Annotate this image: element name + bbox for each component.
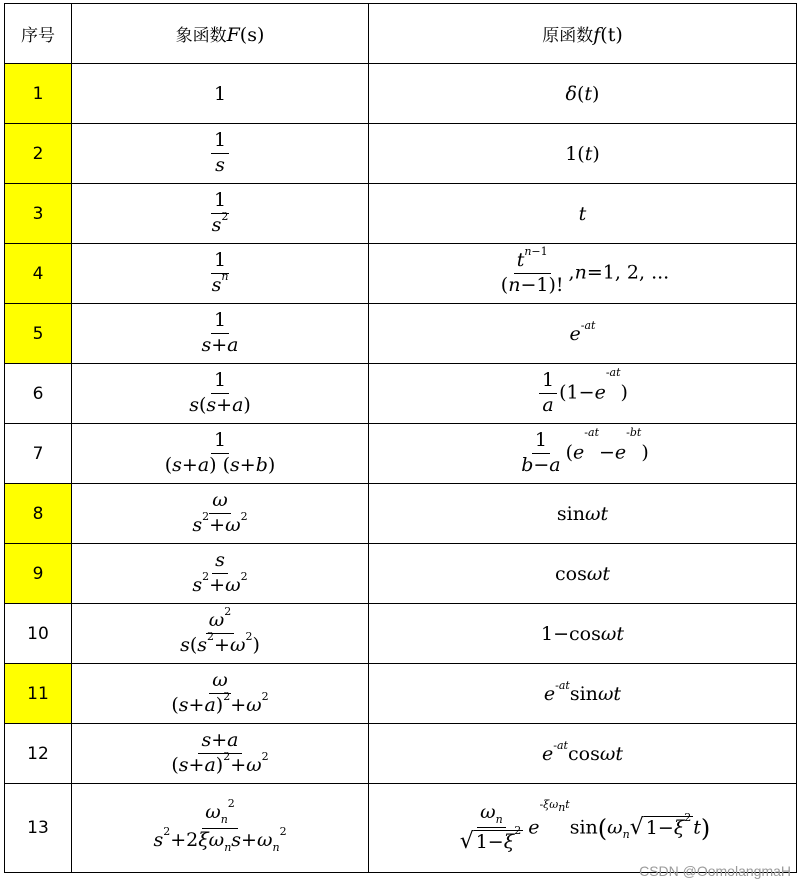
- table-row: [5, 304, 797, 364]
- row-index: 3: [5, 184, 72, 244]
- header-image-label: 象函数: [175, 26, 227, 46]
- image-formula: $\frac{s}{s^2+\omega^2}$: [72, 544, 369, 604]
- row-index: 7: [5, 424, 72, 484]
- row-index: 12: [5, 724, 72, 784]
- table-row: [5, 364, 797, 424]
- header-original-label: 原函数: [542, 26, 594, 46]
- table-row: [5, 664, 797, 724]
- original-formula: $\frac{\omega_n}{√ 1-\xi^2}$ $e^{-\xi\omega_nt}\sin(\omega_n√$ $1-\xi^2$ t): [369, 784, 797, 873]
- row-index: 2: [5, 124, 72, 184]
- table-row: [5, 784, 797, 873]
- header-row: [5, 4, 797, 64]
- image-formula: $\frac{\omega^2}{s(s^2+\omega^2)}$: [72, 604, 369, 664]
- original-formula: $e^{-at}\sin\omega t$: [369, 664, 797, 724]
- row-index: 4: [5, 244, 72, 304]
- image-formula: $\frac{1}{s^n}$: [72, 244, 369, 304]
- original-formula: sinωt: [369, 484, 797, 544]
- original-formula: 1−cosωt: [369, 604, 797, 664]
- original-formula: δ(t): [369, 64, 797, 124]
- original-formula: $\frac{t^{n-1}}{(n-1)!}$ ,n=1, 2, ...: [369, 244, 797, 304]
- watermark: CSDN @OomolangmaH: [639, 863, 791, 879]
- image-formula: $\frac{\omega}{(s+a)^2+\omega^2}$: [72, 664, 369, 724]
- row-index: 5: [5, 304, 72, 364]
- header-image-function: [72, 4, 369, 64]
- image-formula: $\frac{1}{s(s+a)}$: [72, 364, 369, 424]
- original-formula: $e^{-at}\cos\omega t$: [369, 724, 797, 784]
- row-index: 9: [5, 544, 72, 604]
- table-row: [5, 184, 797, 244]
- row-index: 13: [5, 784, 72, 873]
- header-original-function: [369, 4, 797, 64]
- original-formula: 1(t): [369, 124, 797, 184]
- image-formula: $\frac{s+a}{(s+a)^2+\omega^2}$: [72, 724, 369, 784]
- row-index: 8: [5, 484, 72, 544]
- original-formula: $e^{-at}$: [369, 304, 797, 364]
- image-formula: $\frac{\omega}{s^2+\omega^2}$: [72, 484, 369, 544]
- image-formula: $\frac{1}{s+a}$: [72, 304, 369, 364]
- header-image-arg: (s): [239, 24, 265, 46]
- image-formula: $\frac{1}{s^2}$: [72, 184, 369, 244]
- table-row: [5, 244, 797, 304]
- table-row: [5, 64, 797, 124]
- header-index: 序号: [5, 4, 72, 64]
- laplace-table: [4, 3, 797, 873]
- header-original-sym: f: [593, 24, 601, 46]
- row-index: 11: [5, 664, 72, 724]
- table-row: [5, 124, 797, 184]
- original-formula: $\frac{1}{a}$ $(1-e^{-at})$: [369, 364, 797, 424]
- header-image-sym: F: [226, 24, 240, 46]
- header-original-arg: (t): [600, 24, 623, 46]
- table-row: [5, 604, 797, 664]
- original-formula: t: [369, 184, 797, 244]
- table-row: [5, 484, 797, 544]
- image-formula: $\frac{1}{s}$: [72, 124, 369, 184]
- table-row: [5, 544, 797, 604]
- row-index: 1: [5, 64, 72, 124]
- image-formula: 1: [72, 64, 369, 124]
- image-formula: $\frac{1}{(s+a) (s+b)}$: [72, 424, 369, 484]
- image-formula: $\frac{\omega_n^2}{s^2+2\xi\omega_ns+\omega_n^2}$: [72, 784, 369, 873]
- original-formula: cosωt: [369, 544, 797, 604]
- row-index: 10: [5, 604, 72, 664]
- original-formula: $\frac{1}{b-a}$ $(e^{-at}-e^{-bt})$: [369, 424, 797, 484]
- table-row: [5, 724, 797, 784]
- row-index: 6: [5, 364, 72, 424]
- table-row: [5, 424, 797, 484]
